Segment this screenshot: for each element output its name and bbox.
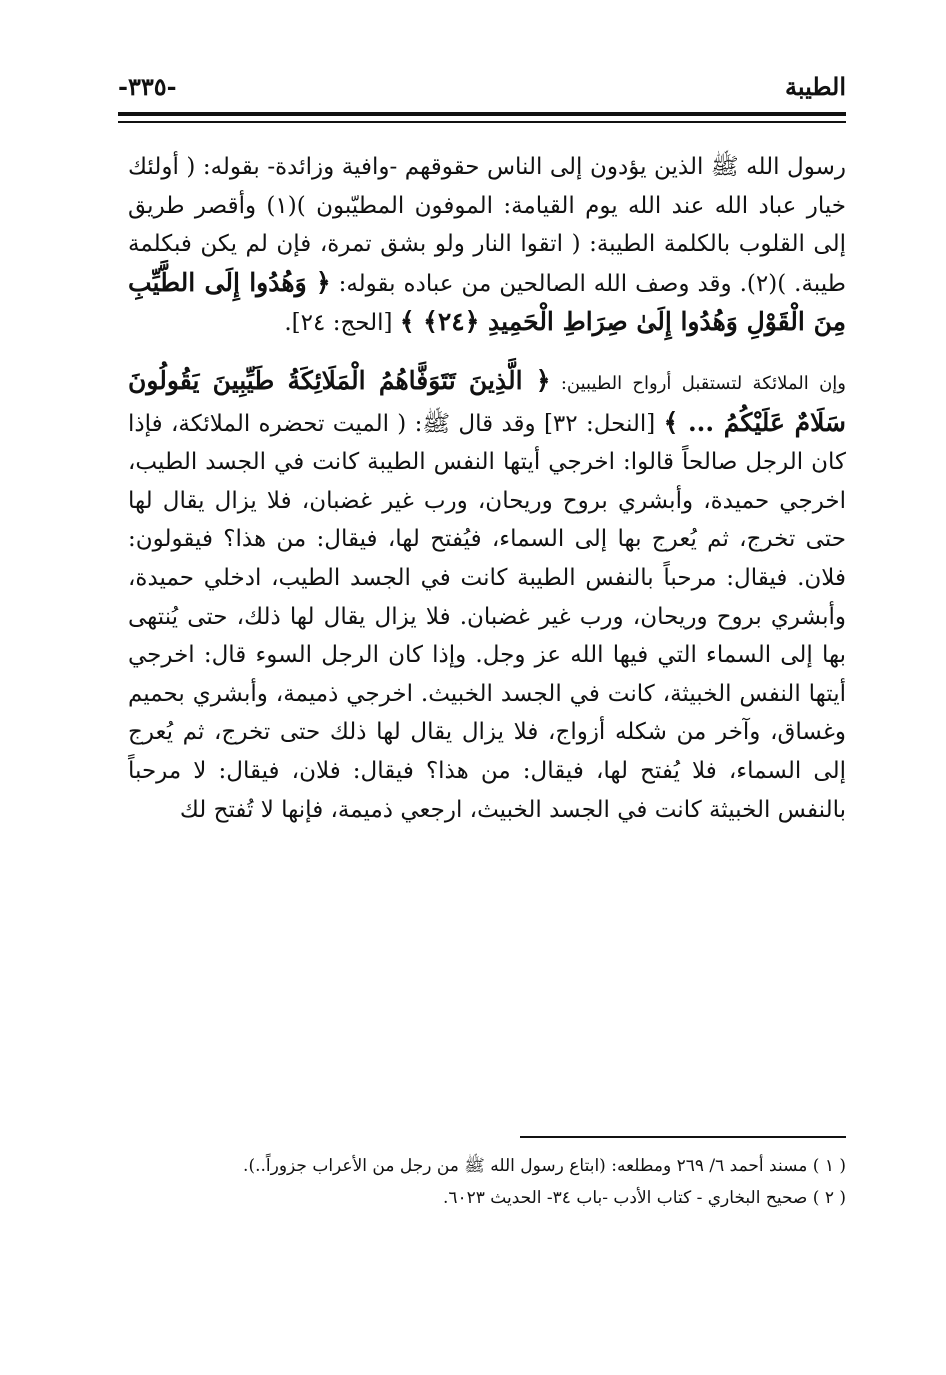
verse-reference-hajj: [الحج: ٢٤]. xyxy=(284,310,400,337)
paragraph-2 xyxy=(128,362,846,829)
footnote-2: ( ٢ ) صحيح البخاري - كتاب الأدب -باب ٣٤- الحديث ٦٠٢٣. xyxy=(442,1188,846,1208)
paragraph-1 xyxy=(128,148,846,343)
header-rule-thin xyxy=(118,121,846,123)
footnote-separator xyxy=(520,1136,846,1138)
quran-verse-nahl: ﴿ الَّذِينَ تَتَوَفَّاهُمُ الْمَلَائِكَةُ طَيِّبِينَ يَقُولُونَ سَلَامٌ عَلَيْكُمُ ... ﴾ xyxy=(128,365,846,437)
paragraph-2-text: [النحل: ٣٢] وقد قال ﷺ: ( الميت تحضره الملائكة، فإذا كان الرجل صالحاً قالوا: اخرجي أيتها النفس الطيبة كانت في الجسد الطيب، اخرجي حميدة، وأبشري بروح وريحان، ورب غير غضبان، فلا يزال يقال لها حتى تخرج، ثم يُعرج بها إلى السماء، فيُفتح لها، فيقال: من هذا؟ فيقولون: فلان. فيقال: مرحباً بالنفس الطيبة كانت في الجسد الطيب، ادخلي حميدة، وأبشري بروح وريحان، ورب غير غضبان. فلا يزال يقال لها ذلك، حتى يُنتهى بها إلى السماء التي فيها الله عز وجل. وإذا كان الرجل السوء قال: اخرجي أيتها النفس الخبيثة، كانت في الجسد الخبيث. اخرجي ذميمة، وأبشري بحميم وغساق، وآخر من شكله أزواج، فلا يزال يقال لها ذلك حتى تخرج، ثم يُعرج إلى السماء، فلا يُفتح لها، فيقال: من هذا؟ فيقال: فلان، فيقال: لا مرحباً بالنفس الخبيثة كانت في الجسد الخبيث، ارجعي ذميمة، فإنها لا تُفتح لك xyxy=(128,410,846,823)
paragraph-1-text: رسول الله ﷺ الذين يؤدون إلى الناس حقوقهم -وافية وزائدة- بقوله: ( أولئك خيار عباد الله عند الله يوم القيامة: الموفون المطيّبون )(١) وأقصر طريق إلى القلوب بالكلمة الطيبة: ( اتقوا النار ولو بشق تمرة، فإن لم يكن فبكلمة طيبة. )(٢). وقد وصف الله الصالحين من عباده بقوله: xyxy=(128,154,846,297)
page-number: -٣٣٥- xyxy=(118,72,177,101)
main-text xyxy=(128,148,846,829)
footnotes xyxy=(128,1150,846,1214)
quran-verse-hajj: ﴿ وَهُدُوا إِلَى الطَّيِّبِ مِنَ الْقَوْلِ وَهُدُوا إِلَىٰ صِرَاطِ الْحَمِيدِ ﴿٢٤﴾ ﴾ xyxy=(128,267,846,337)
header-rule-thick xyxy=(118,112,846,116)
running-title: الطيبة xyxy=(784,72,846,101)
page-header xyxy=(118,68,846,108)
footnote-1: ( ١ ) مسند أحمد ٦/ ٢٦٩ ومطلعه: (ابتاع رسول الله ﷺ من رجل من الأعراب جزوراً..). xyxy=(243,1156,846,1176)
paragraph-2-intro: وإن الملائكة لتستقبل أرواح الطيبين: xyxy=(550,372,846,394)
